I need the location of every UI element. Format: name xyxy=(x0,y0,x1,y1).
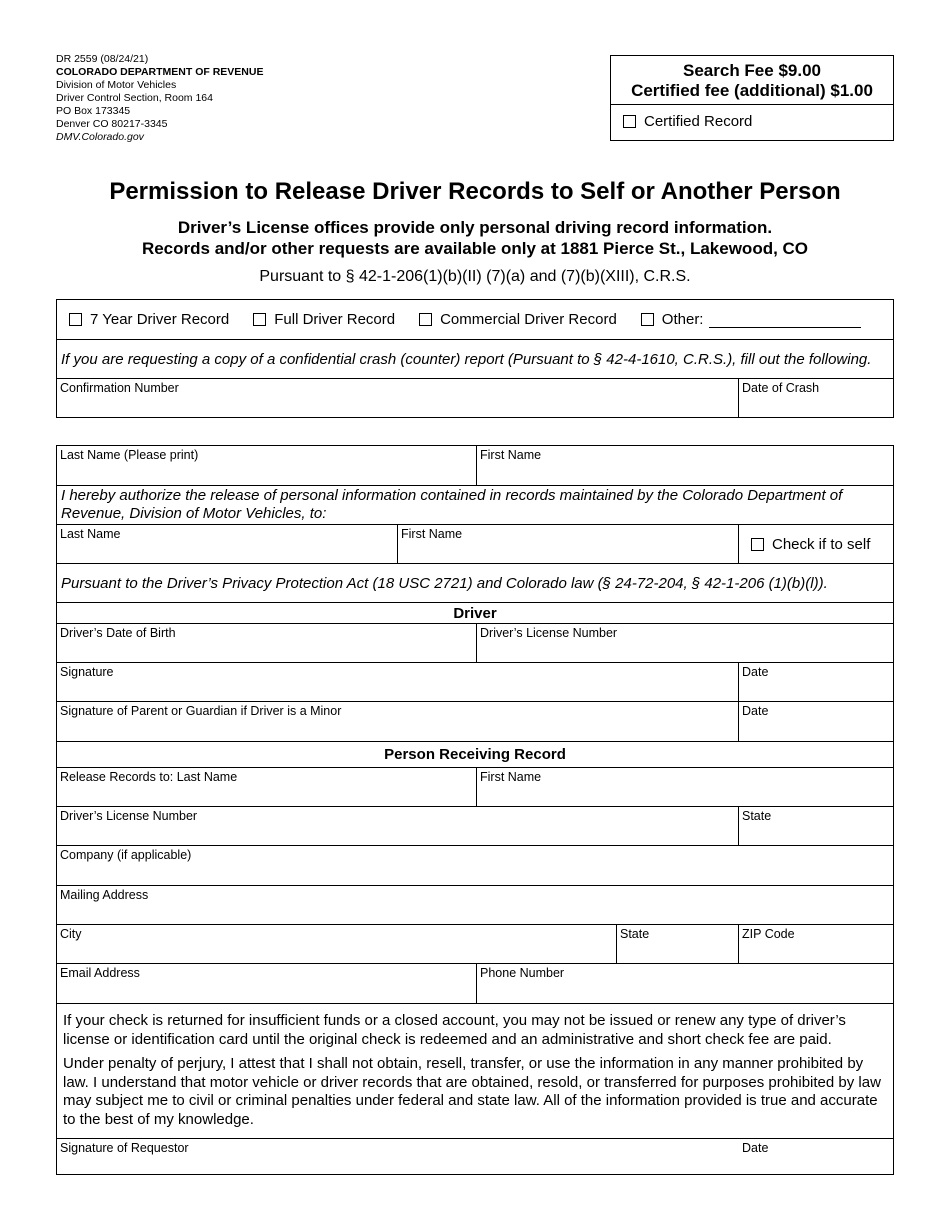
requester-last-name-field[interactable] xyxy=(57,446,477,485)
certified-record-checkbox[interactable] xyxy=(623,115,636,128)
other-label: Other: xyxy=(661,311,704,328)
legal-notice-row xyxy=(57,1004,893,1139)
website: DMV.Colorado.gov xyxy=(56,131,144,143)
pursuant-statute: Pursuant to § 42-1-206(1)(b)(II) (7)(a) and (7)(b)(XIII), C.R.S. xyxy=(259,268,691,285)
receiver-first-name-label: First Name xyxy=(480,770,542,784)
confirmation-number-field[interactable] xyxy=(57,379,739,417)
mailing-address-label: Mailing Address xyxy=(60,888,149,902)
perjury-statement: Under penalty of perjury, I attest that I shall not obtain, resell, transfer, or use the information in any manner prohibited by law. I understand that motor vehicle or driver records that are obtained, resold, or transferred for purposes prohibited by law may subject me to civil or criminal penalties under federal and state law. All of the information provided is true and accurate to the best of my knowledge. xyxy=(63,1055,881,1128)
phone-label: Phone Number xyxy=(480,966,565,980)
company-field[interactable] xyxy=(57,846,893,885)
seven-year-label: 7 Year Driver Record xyxy=(90,311,230,328)
company-row xyxy=(57,846,893,886)
commercial-record-option xyxy=(419,311,617,328)
main-form-section xyxy=(56,445,894,1175)
returned-check-notice: If your check is returned for insufficient funds or a closed account, you may not be issued or renew any type of driver’s license or identification card until the original check is redeemed and an administrative and short check fee are paid. xyxy=(63,1012,846,1048)
city-state-zip-row xyxy=(57,925,893,964)
receiver-license-state-field[interactable] xyxy=(739,807,893,845)
commercial-record-label: Commercial Driver Record xyxy=(440,311,617,328)
mailing-address-row xyxy=(57,886,893,925)
driver-signature-date-field[interactable] xyxy=(739,663,893,701)
authorized-name-row xyxy=(57,525,893,564)
driver-signature-row xyxy=(57,663,893,702)
driver-signature-date-label: Date xyxy=(742,665,769,679)
requestor-signature-label: Signature of Requestor xyxy=(60,1141,189,1155)
receiver-name-row xyxy=(57,768,893,807)
section-name: Driver Control Section, Room 164 xyxy=(56,92,213,104)
date-of-crash-label: Date of Crash xyxy=(742,381,820,395)
privacy-act-row xyxy=(57,564,893,603)
driver-header: Driver xyxy=(453,604,497,622)
authorization-text: I hereby authorize the release of personal information contained in records maintained by the Colorado Department of Revenue, Division of Motor Vehicles, to: xyxy=(61,487,843,522)
receiver-license-number-label: Driver’s License Number xyxy=(60,809,198,823)
record-request-section xyxy=(56,299,894,418)
state-field[interactable] xyxy=(617,925,739,963)
fee-info xyxy=(611,56,893,105)
confirmation-number-label: Confirmation Number xyxy=(60,381,179,395)
authorized-first-name-label: First Name xyxy=(401,527,463,541)
driver-id-row xyxy=(57,624,893,663)
receiver-first-name-field[interactable] xyxy=(477,768,893,806)
subtitle-line-1: Driver’s License offices provide only personal driving record information. xyxy=(177,218,773,237)
search-fee: Search Fee $9.00 xyxy=(683,61,821,80)
other-input[interactable] xyxy=(709,312,861,328)
zip-label: ZIP Code xyxy=(742,927,795,941)
fee-box xyxy=(610,55,894,141)
crash-fields-row xyxy=(57,379,893,417)
driver-dob-field[interactable] xyxy=(57,624,477,662)
po-box: PO Box 173345 xyxy=(56,105,131,117)
authorization-row xyxy=(57,486,893,525)
guardian-signature-label: Signature of Parent or Guardian if Driver is a Minor xyxy=(60,704,342,718)
full-record-option xyxy=(253,311,395,328)
guardian-date-field[interactable] xyxy=(739,702,893,741)
date-of-crash-field[interactable] xyxy=(739,379,893,417)
guardian-date-label: Date xyxy=(742,704,769,718)
seven-year-checkbox[interactable] xyxy=(69,313,82,326)
commercial-record-checkbox[interactable] xyxy=(419,313,432,326)
driver-dob-label: Driver’s Date of Birth xyxy=(60,626,176,640)
contact-row xyxy=(57,964,893,1004)
crash-instruction: If you are requesting a copy of a confidential crash (counter) report (Pursuant to § 42-4-1610, C.R.S.), fill out the following. xyxy=(61,350,872,368)
email-label: Email Address xyxy=(60,966,140,980)
page-title: Permission to Release Driver Records to Self or Another Person xyxy=(109,178,841,205)
certified-record-option xyxy=(611,105,893,130)
other-option xyxy=(641,311,862,328)
requester-first-name-field[interactable] xyxy=(477,446,893,485)
requester-last-name-label: Last Name (Please print) xyxy=(60,448,199,462)
subtitle-line-2: Records and/or other requests are available only at 1881 Pierce St., Lakewood, CO xyxy=(141,239,809,258)
authorized-last-name-label: Last Name xyxy=(60,527,121,541)
driver-license-number-label: Driver’s License Number xyxy=(480,626,618,640)
certified-record-label: Certified Record xyxy=(644,113,753,130)
authorized-first-name-field[interactable] xyxy=(398,525,739,563)
driver-signature-label: Signature xyxy=(60,665,114,679)
state-label: State xyxy=(620,927,650,941)
requestor-date-label: Date xyxy=(742,1141,769,1155)
receiver-header-row xyxy=(57,742,893,768)
receiver-license-row xyxy=(57,807,893,846)
full-record-label: Full Driver Record xyxy=(274,311,396,328)
receiver-license-state-label: State xyxy=(742,809,772,823)
full-record-checkbox[interactable] xyxy=(253,313,266,326)
authorized-last-name-field[interactable] xyxy=(57,525,398,563)
privacy-act-text: Pursuant to the Driver’s Privacy Protection Act (18 USC 2721) and Colorado law (§ 24-72-204, § 42-1-206 (1)(b)(l)). xyxy=(61,574,828,592)
city-label: City xyxy=(60,927,82,941)
crash-instruction-row xyxy=(57,340,893,379)
driver-signature-field[interactable] xyxy=(57,663,739,701)
other-checkbox[interactable] xyxy=(641,313,654,326)
guardian-signature-field[interactable] xyxy=(57,702,739,741)
receiver-last-name-field[interactable] xyxy=(57,768,477,806)
receiver-header: Person Receiving Record xyxy=(384,746,566,763)
check-if-self-checkbox[interactable] xyxy=(751,538,764,551)
guardian-signature-row xyxy=(57,702,893,742)
seven-year-option xyxy=(69,311,229,328)
city-field[interactable] xyxy=(57,925,617,963)
mailing-address-field[interactable] xyxy=(57,886,893,924)
check-if-self-option xyxy=(739,525,893,563)
receiver-last-name-label: Release Records to: Last Name xyxy=(60,770,238,784)
department-name: COLORADO DEPARTMENT OF REVENUE xyxy=(56,66,264,78)
certified-fee: Certified fee (additional) $1.00 xyxy=(631,81,873,100)
city-address: Denver CO 80217-3345 xyxy=(56,118,168,130)
email-field[interactable] xyxy=(57,964,477,1003)
phone-field[interactable] xyxy=(477,964,893,1003)
company-label: Company (if applicable) xyxy=(60,848,192,862)
check-if-self-label: Check if to self xyxy=(772,535,871,553)
division-name: Division of Motor Vehicles xyxy=(56,79,177,91)
driver-license-number-field[interactable] xyxy=(477,624,893,662)
receiver-license-number-field[interactable] xyxy=(57,807,739,845)
driver-header-row xyxy=(57,603,893,624)
requester-name-row xyxy=(57,446,893,486)
form-number: DR 2559 (08/24/21) xyxy=(56,53,149,65)
record-type-row xyxy=(57,300,893,340)
agency-header xyxy=(56,53,263,144)
zip-field[interactable] xyxy=(739,925,893,963)
requester-first-name-label: First Name xyxy=(480,448,542,462)
